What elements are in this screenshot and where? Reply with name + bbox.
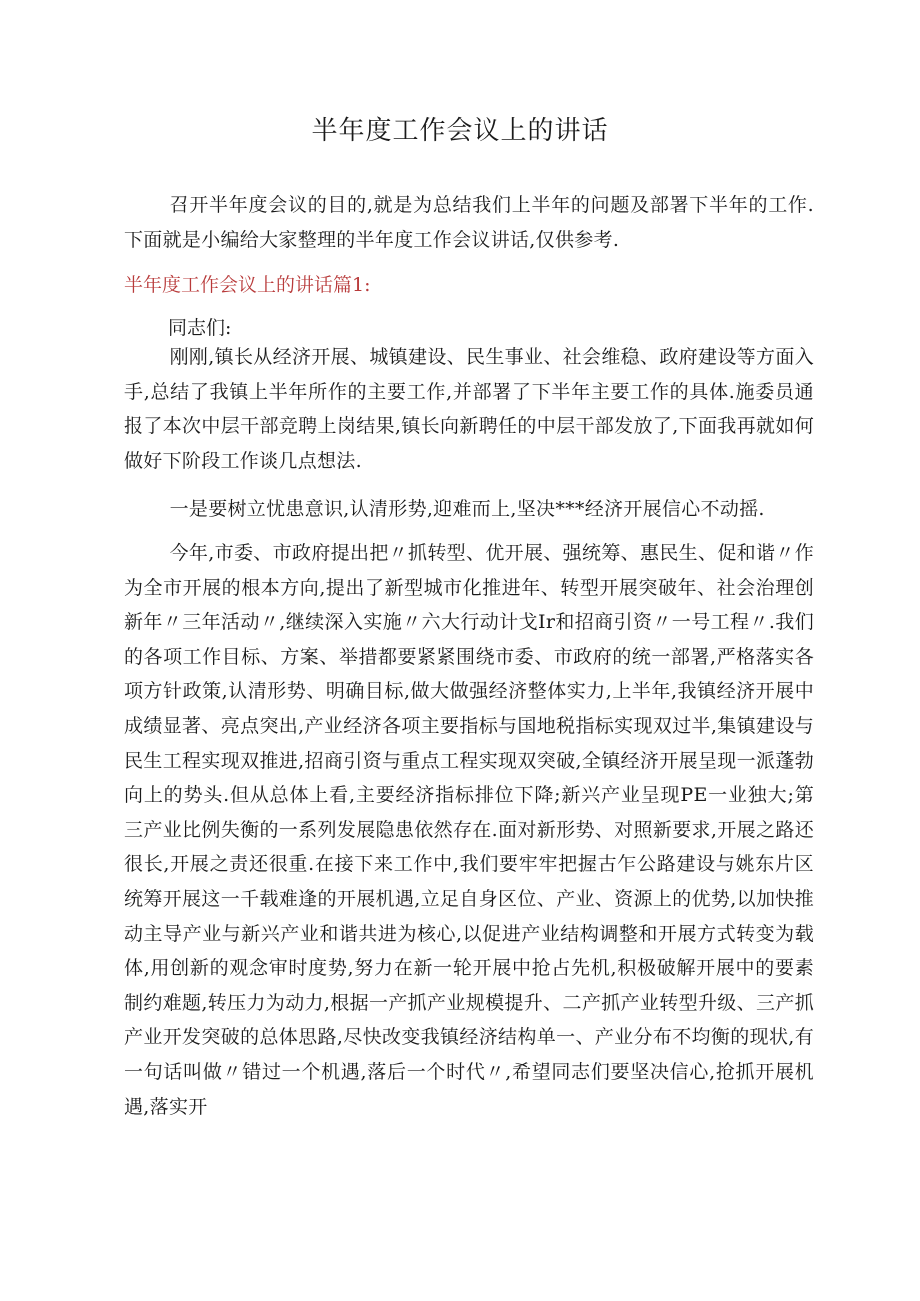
body-paragraph-3: 今年,市委、市政府提出把〃抓转型、优开展、强统筹、惠民生、促和谐〃作为全市开展的根本方向,提出了新型城市化推进年、转型开展突破年、社会治理创新年〃三年活动〃,继续深入实施〃六大行动计戈Ir和招商引资〃一号工程〃.我们的各项工作目标、方案、举措都要紧紧围绕市委、市政府的统一部署,严格落实各项方针政策,认清形势、明确目标,做大做强经济整体实力,上半年,我镇经济开展中成绩显著、亮点突出,产业经济各项主要指标与国地税指标实现双过半,集镇建设与民生工程实现双推进,招商引资与重点工程实现双突破,全镇经济开展呈现一派蓬勃向上的势头.但从总体上看,主要经济指标排位下降;新兴产业呈现PE一业独大;第三产业比例失衡的一系列发展隐患依然存在.面对新形势、对照新要求,开展之路还很长,开展之责还很重.在接下来工作中,我们要牢牢把握古乍公路建设与姚东片区统筹开展这一千载难逢的开展机遇,立足自身区位、产业、资源上的优势,以加快推动主导产业与新兴产业和谐共进为核心,以促进产业结构调整和开展方式转变为载体,用创新的观念审时度势,努力在新一轮开展中抢占先机,积极破解开展中的要素制约难题,转压力为动力,根据一产抓产业规模提升、二产抓产业转型升级、三产抓产业开发突破的总体思路,尽快改变我镇经济结构单一、产业分布不均衡的现状,有一句话叫做〃错过一个机遇,落后一个时代〃,希望同志们要坚决信心,抢抓开展机遇,落实开 [124, 542, 814, 1118]
body-paragraph-2: 一是要树立忧患意识,认清形势,迎难而上,坚决***经济开展信心不动摇. [169, 498, 765, 520]
section-heading: 半年度工作会议上的讲话篇1: [124, 274, 371, 296]
salutation: 同志们: [168, 317, 232, 339]
document-title: 半年度工作会议上的讲话 [311, 116, 609, 146]
intro-paragraph: 召开半年度会议的目的,就是为总结我们上半年的问题及部署下半年的工作.下面就是小编给大家整理的半年度工作会议讲话,仅供参考. [124, 194, 814, 251]
body-paragraph-1: 刚刚,镇长从经济开展、城镇建设、民生事业、社会维稳、政府建设等方面入手,总结了我镇上半年所作的主要工作,并部署了下半年主要工作的具体.施委员通报了本次中层干部竞聘上岗结果,镇长向新聘任的中层干部发放了,下面我再就如何做好下阶段工作谈几点想法. [124, 346, 814, 472]
